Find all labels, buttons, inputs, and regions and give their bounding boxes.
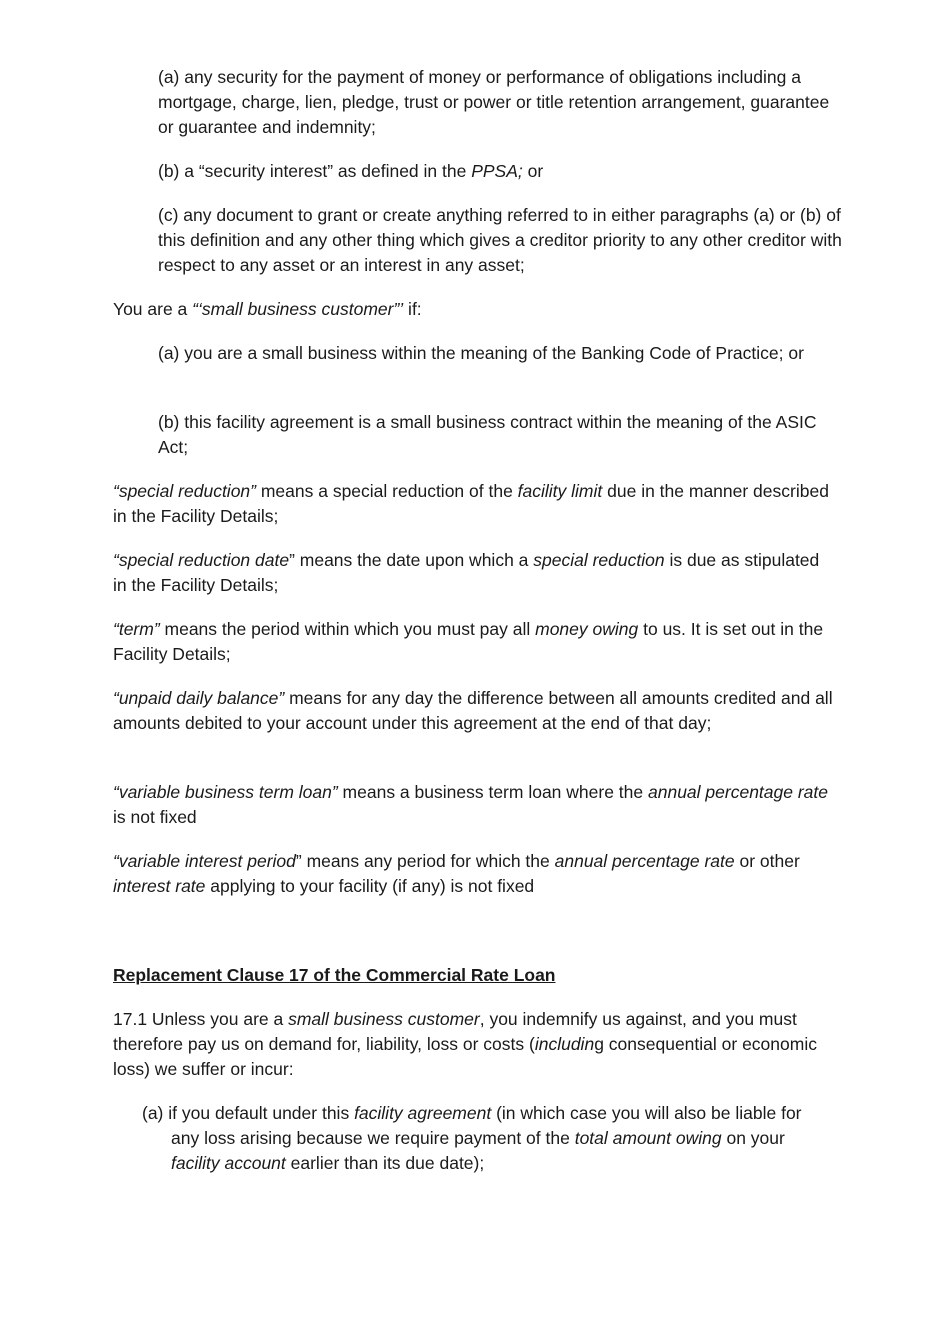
definition-special-reduction-date: “special reduction date” means the date upon which a special reduction is due as stipulated in the Facility Details; (113, 550, 820, 595)
definition-variable-business-term-loan: “variable business term loan” means a business term loan where the annual percentage rate is not fixed (113, 782, 828, 827)
clause-17-1-a: (a) if you default under this facility agreement (in which case you will also be liable for any loss arising because we require payment of the total amount owing on your facility account earlier than its due date); (142, 1103, 802, 1173)
definition-variable-interest-period: “variable interest period” means any period for which the annual percentage rate or other interest rate applying to your facility (if any) is not fixed (113, 851, 800, 896)
definition-special-reduction: “special reduction” means a special reduction of the facility limit due in the manner described in the Facility Details; (113, 481, 829, 526)
clause-heading: Replacement Clause 17 of the Commercial Rate Loan (113, 965, 556, 985)
small-business-a: (a) you are a small business within the meaning of the Banking Code of Practice; or (158, 343, 804, 363)
definition-unpaid-daily-balance: “unpaid daily balance” means for any day the difference between all amounts credited and all amounts debited to your account under this agreement at the end of that day; (113, 688, 833, 733)
clause-17-1: 17.1 Unless you are a small business customer, you indemnify us against, and you must therefore pay us on demand for, liability, loss or costs (including consequential or economic loss) we suffer or incur: (113, 1009, 817, 1079)
definition-term: “term” means the period within which you must pay all money owing to us. It is set out in the Facility Details; (113, 619, 824, 664)
security-paragraph-a: (a) any security for the payment of money or performance of obligations including a mortgage, charge, lien, pledge, trust or power or title retention arrangement, guarantee or guarantee and indemnity; (158, 67, 830, 137)
small-business-intro: You are a “‘small business customer”’ if: (113, 299, 422, 319)
security-paragraph-c: (c) any document to grant or create anything referred to in either paragraphs (a) or (b) of this definition and any other thing which gives a creditor priority to any other creditor with respect to any asset or an interest in any asset; (158, 205, 842, 275)
security-paragraph-b: (b) a “security interest” as defined in the PPSA; or (158, 161, 544, 181)
small-business-b: (b) this facility agreement is a small business contract within the meaning of the ASIC Act; (158, 412, 817, 457)
